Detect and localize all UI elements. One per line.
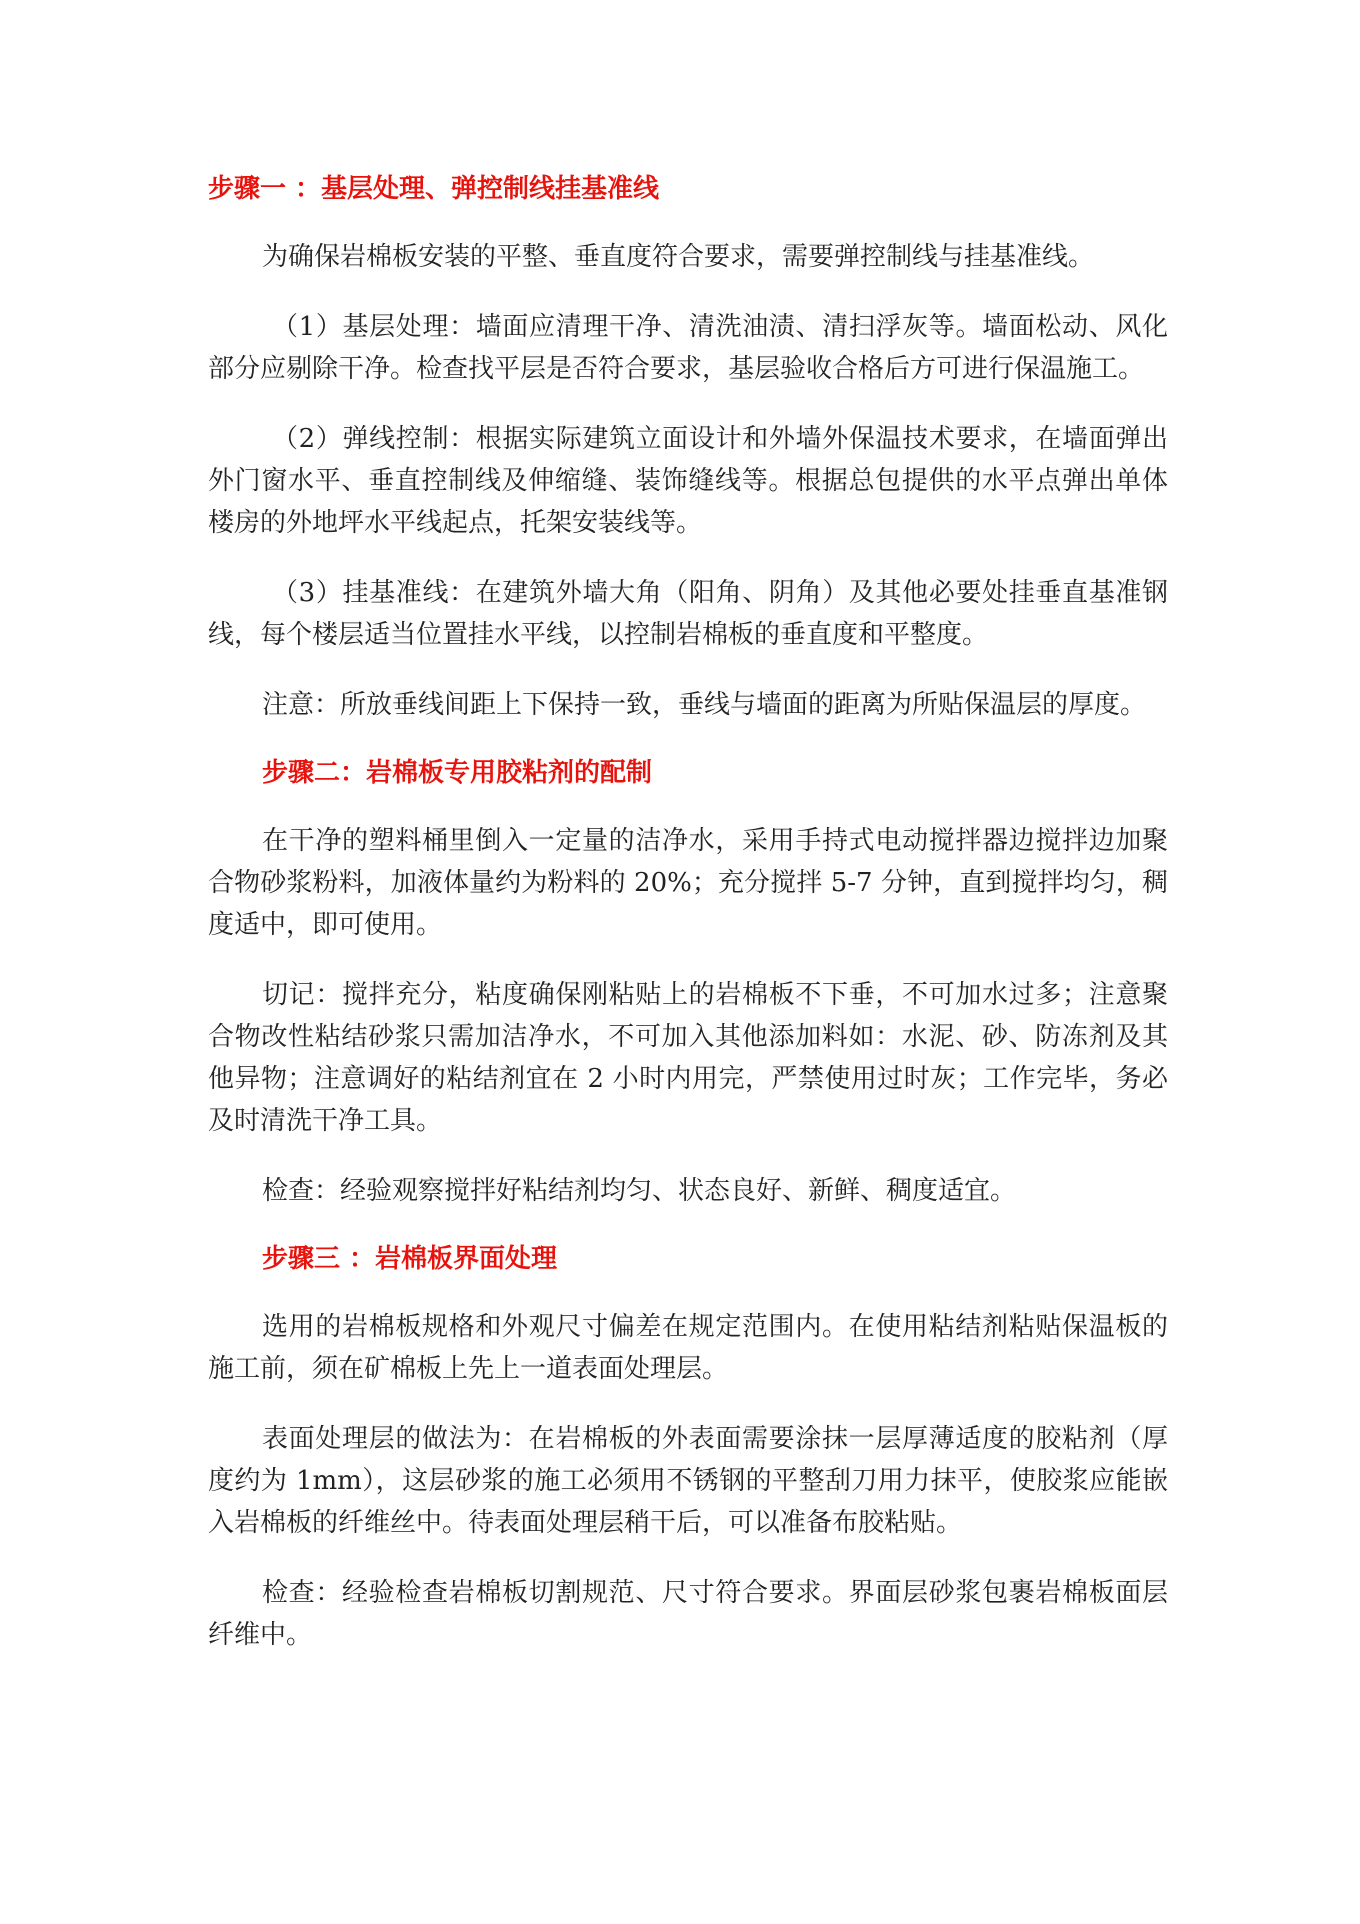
paragraph: 表面处理层的做法为：在岩棉板的外表面需要涂抹一层厚薄适度的胶粘剂（厚度约为 1mm），这层砂浆的施工必须用不锈钢的平整刮刀用力抹平，使胶浆应能嵌入岩棉板的纤维丝中。待表面处理层稍干后，可以准备布胶粘贴。 xyxy=(208,1424,1168,1538)
check-paragraph: 检查：经验检查岩棉板切割规范、尺寸符合要求。界面层砂浆包裹岩棉板面层纤维中。 xyxy=(208,1578,1168,1650)
section-heading-step-3: 步骤三 ：岩棉板界面处理 xyxy=(262,1244,558,1274)
paragraph: （3）挂基准线：在建筑外墙大角（阳角、阴角）及其他必要处挂垂直基准钢线，每个楼层适当位置挂水平线，以控制岩棉板的垂直度和平整度。 xyxy=(208,578,1168,650)
paragraph: 在干净的塑料桶里倒入一定量的洁净水，采用手持式电动搅拌器边搅拌边加聚合物砂浆粉料，加液体量约为粉料的 20%；充分搅拌 5-7 分钟，直到搅拌均匀，稠度适中，即可使用。 xyxy=(208,826,1168,940)
paragraph: 为确保岩棉板安装的平整、垂直度符合要求，需要弹控制线与挂基准线。 xyxy=(262,242,1095,272)
paragraph: （2）弹线控制：根据实际建筑立面设计和外墙外保温技术要求，在墙面弹出外门窗水平、垂直控制线及伸缩缝、装饰缝线等。根据总包提供的水平点弹出单体楼房的外地坪水平线起点，托架安装线等。 xyxy=(208,424,1168,538)
paragraph: 选用的岩棉板规格和外观尺寸偏差在规定范围内。在使用粘结剂粘贴保温板的施工前，须在矿棉板上先上一道表面处理层。 xyxy=(208,1312,1168,1384)
paragraph: 切记：搅拌充分，粘度确保刚粘贴上的岩棉板不下垂，不可加水过多；注意聚合物改性粘结砂浆只需加洁净水，不可加入其他添加料如：水泥、砂、防冻剂及其他异物；注意调好的粘结剂宜在 2 小时内用完，严禁使用过时灰；工作完毕，务必及时清洗干净工具。 xyxy=(208,980,1168,1136)
check-paragraph: 检查：经验观察搅拌好粘结剂均匀、状态良好、新鲜、稠度适宜。 xyxy=(262,1176,1017,1206)
document-page xyxy=(208,168,1168,1656)
note-paragraph: 注意：所放垂线间距上下保持一致，垂线与墙面的距离为所贴保温层的厚度。 xyxy=(262,690,1147,720)
section-heading-step-2: 步骤二：岩棉板专用胶粘剂的配制 xyxy=(262,758,653,788)
paragraph: （1）基层处理：墙面应清理干净、清洗油渍、清扫浮灰等。墙面松动、风化部分应剔除干净。检查找平层是否符合要求，基层验收合格后方可进行保温施工。 xyxy=(208,312,1168,384)
section-heading-step-1: 步骤一 ：基层处理、弹控制线挂基准线 xyxy=(208,174,660,204)
